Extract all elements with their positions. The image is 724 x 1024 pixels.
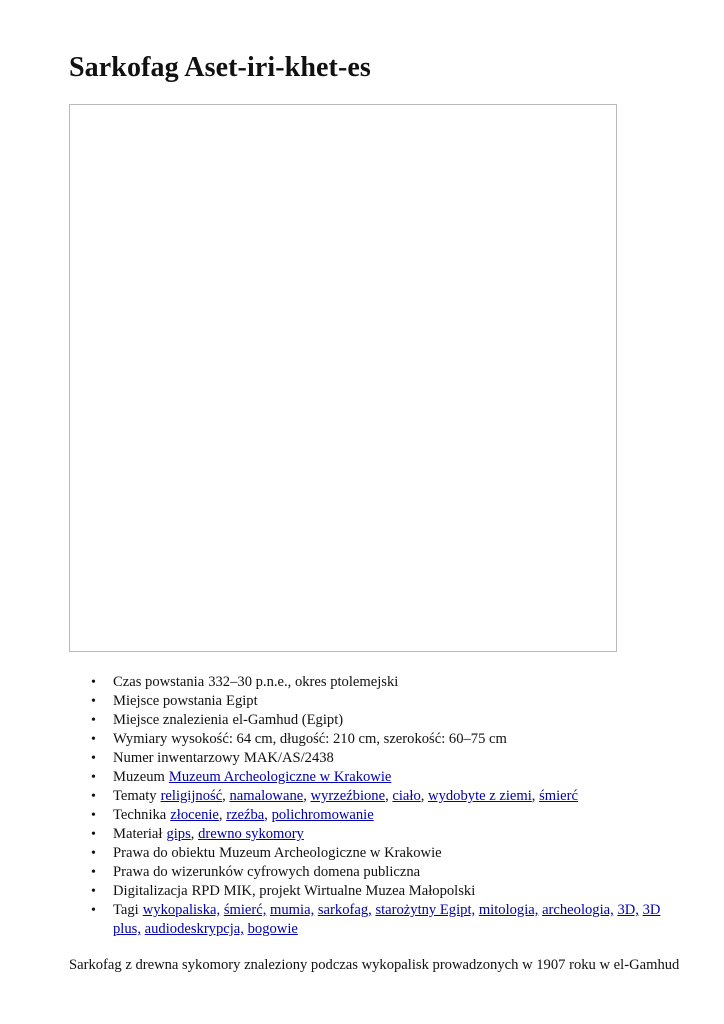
metadata-label: Prawa do wizerunków cyfrowych — [113, 864, 310, 880]
metadata-item — [113, 844, 673, 863]
metadata-value: wysokość: 64 cm, długość: 210 cm, szerokość: 60–75 cm — [171, 731, 507, 747]
metadata-label: Digitalizacja — [113, 883, 188, 899]
metadata-link[interactable]: wyrzeźbione — [310, 788, 386, 804]
metadata-label: Czas powstania — [113, 674, 205, 690]
tag-link[interactable]: 3D plus, — [113, 902, 661, 937]
description-text: Sarkofag z drewna sykomory znaleziony podczas wykopalisk prowadzonych w 1907 roku w el-Gamhud — [69, 957, 680, 973]
metadata-item: • Technika złocenie, rzeźba, polichromowanie — [113, 806, 673, 825]
metadata-link[interactable]: złocenie — [170, 807, 219, 823]
metadata-link[interactable]: Muzeum Archeologiczne w Krakowie — [168, 769, 392, 785]
metadata-label: Numer inwentarzowy — [113, 750, 240, 766]
metadata-label: Miejsce powstania — [113, 693, 223, 709]
object-image-placeholder — [69, 104, 617, 652]
metadata-label: Prawa do obiektu — [113, 845, 216, 861]
metadata-link[interactable]: namalowane — [229, 788, 304, 804]
metadata-label: Materiał — [113, 826, 163, 842]
tag-link[interactable]: archeologia, — [542, 902, 614, 918]
metadata-item — [113, 749, 673, 768]
metadata-link[interactable]: ciało — [392, 788, 421, 804]
metadata-link[interactable]: drewno sykomory — [198, 826, 304, 842]
tag-link[interactable]: audiodeskrypcja, — [144, 921, 244, 937]
metadata-item — [113, 711, 673, 730]
metadata-link[interactable]: polichromowanie — [271, 807, 374, 823]
tag-link[interactable]: wykopaliska, — [142, 902, 221, 918]
metadata-value: RPD MIK, projekt Wirtualne Muzea Małopolski — [191, 883, 476, 899]
page-title: Sarkofag Aset-iri-khet-es — [69, 52, 371, 83]
tag-link[interactable]: bogowie — [247, 921, 298, 937]
metadata-value: Egipt — [226, 693, 258, 709]
metadata-item — [113, 673, 673, 692]
tag-link[interactable]: śmierć, — [223, 902, 267, 918]
tag-link[interactable]: starożytny Egipt, — [375, 902, 476, 918]
metadata-label: Muzeum — [113, 769, 165, 785]
metadata-link[interactable]: religijność — [160, 788, 223, 804]
metadata-item — [113, 768, 673, 787]
metadata-label: Wymiary — [113, 731, 168, 747]
metadata-value: domena publiczna — [313, 864, 421, 880]
metadata-label: Tematy — [113, 788, 157, 804]
metadata-link[interactable]: wydobyte z ziemi — [428, 788, 532, 804]
metadata-label: Miejsce znalezienia — [113, 712, 229, 728]
tag-link[interactable]: sarkofag, — [317, 902, 372, 918]
tag-link[interactable]: mitologia, — [478, 902, 539, 918]
metadata-value: Muzeum Archeologiczne w Krakowie — [219, 845, 442, 861]
metadata-item — [113, 692, 673, 711]
metadata-item: • Tematy religijność, namalowane, wyrzeźbione, ciało, wydobyte z ziemi, śmierć — [113, 787, 673, 806]
metadata-list — [113, 673, 673, 939]
metadata-item — [113, 863, 673, 882]
metadata-link[interactable]: rzeźba — [226, 807, 265, 823]
metadata-label: Technika — [113, 807, 167, 823]
metadata-label: Tagi — [113, 902, 139, 918]
tag-link[interactable]: mumia, — [270, 902, 315, 918]
metadata-value: 332–30 p.n.e., okres ptolemejski — [208, 674, 399, 690]
metadata-item — [113, 901, 673, 939]
metadata-value: MAK/AS/2438 — [243, 750, 334, 766]
metadata-item — [113, 730, 673, 749]
metadata-link[interactable]: śmierć — [539, 788, 578, 804]
metadata-value: el-Gamhud (Egipt) — [232, 712, 344, 728]
metadata-item: • Materiał gips, drewno sykomory — [113, 825, 673, 844]
metadata-item — [113, 882, 673, 901]
tag-link[interactable]: 3D, — [617, 902, 639, 918]
metadata-link[interactable]: gips — [166, 826, 191, 842]
